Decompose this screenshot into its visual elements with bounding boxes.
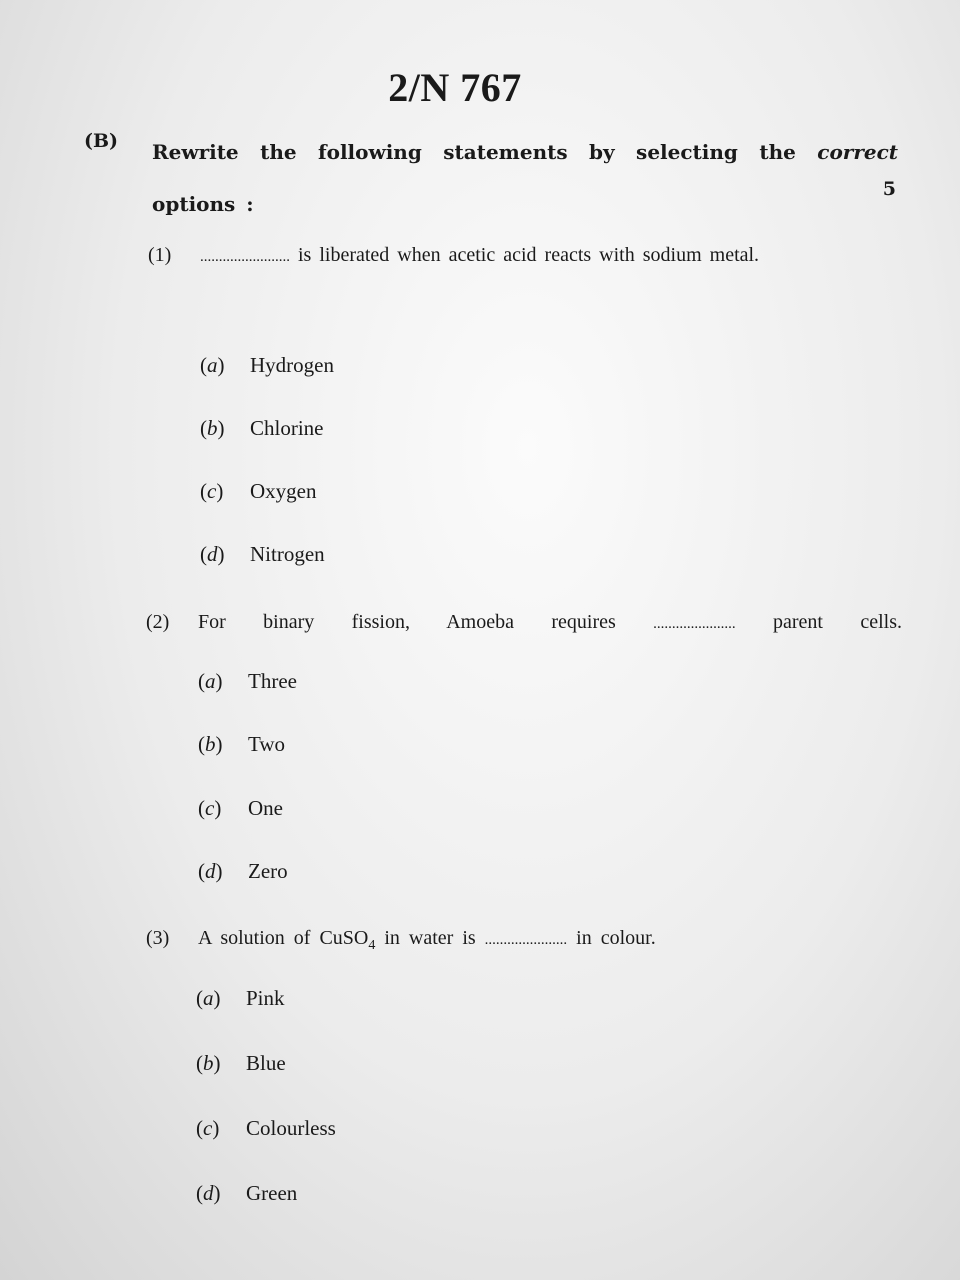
answer-blank: ...................... <box>653 616 736 632</box>
option-text: One <box>248 796 283 820</box>
option-2d <box>198 859 288 884</box>
option-text: Pink <box>246 986 285 1010</box>
option-letter: (a) <box>198 669 223 693</box>
instruction-emphasis: correct <box>817 140 899 164</box>
option-3c <box>196 1116 336 1141</box>
option-text: Two <box>248 732 286 756</box>
option-letter: (a) <box>200 353 225 377</box>
question-text <box>198 597 902 649</box>
option-text: Nitrogen <box>250 542 325 566</box>
section-instruction <box>152 126 898 230</box>
option-1b <box>200 416 324 441</box>
option-2c <box>198 796 283 821</box>
question-number: (2) <box>146 611 170 633</box>
option-text: Colourless <box>246 1116 336 1140</box>
instruction-text-end: options : <box>152 192 254 216</box>
question-text-before: A solution of CuSO <box>198 927 369 949</box>
option-text: Chlorine <box>250 416 324 440</box>
option-letter: (c) <box>200 479 224 503</box>
option-text: Hydrogen <box>250 353 334 377</box>
section-marks: 5 <box>882 178 896 200</box>
option-3d <box>196 1181 297 1206</box>
option-3a <box>196 986 285 1011</box>
formula-subscript: 4 <box>368 938 376 953</box>
instruction-text: Rewrite the following statements by selecting the <box>152 140 796 164</box>
option-2a <box>198 669 297 694</box>
option-letter: (d) <box>196 1181 221 1205</box>
question-text <box>198 913 656 965</box>
option-text: Oxygen <box>250 479 317 503</box>
option-letter: (c) <box>198 796 222 820</box>
option-letter: (d) <box>200 542 225 566</box>
option-3b <box>196 1051 286 1076</box>
answer-blank: ........................ <box>200 249 290 265</box>
answer-blank: ...................... <box>484 932 568 948</box>
option-letter: (b) <box>200 416 225 440</box>
option-letter: (b) <box>198 732 223 756</box>
question-text-after: is liberated when acetic acid reacts with sodium metal. <box>290 244 760 266</box>
question-text-middle: in water is <box>375 927 485 949</box>
option-text: Blue <box>246 1051 286 1075</box>
question-number: (3) <box>146 927 170 949</box>
question-number: (1) <box>148 244 172 266</box>
option-1a <box>200 353 334 378</box>
question-text-before: For binary fission, Amoeba requires <box>198 611 654 633</box>
option-1d <box>200 542 325 567</box>
option-text: Green <box>246 1181 298 1205</box>
question-text-after: parent cells. <box>735 611 903 633</box>
option-letter: (b) <box>196 1051 221 1075</box>
option-letter: (a) <box>196 986 221 1010</box>
section-label: (B) <box>84 130 119 152</box>
option-letter: (d) <box>198 859 223 883</box>
option-1c <box>200 479 317 504</box>
option-2b <box>198 732 285 757</box>
question-text <box>200 230 900 282</box>
question-text-after: in colour. <box>567 927 656 949</box>
option-letter: (c) <box>196 1116 220 1140</box>
option-text: Zero <box>248 859 288 883</box>
option-text: Three <box>248 669 297 693</box>
paper-code: 2/N 767 <box>388 65 522 110</box>
